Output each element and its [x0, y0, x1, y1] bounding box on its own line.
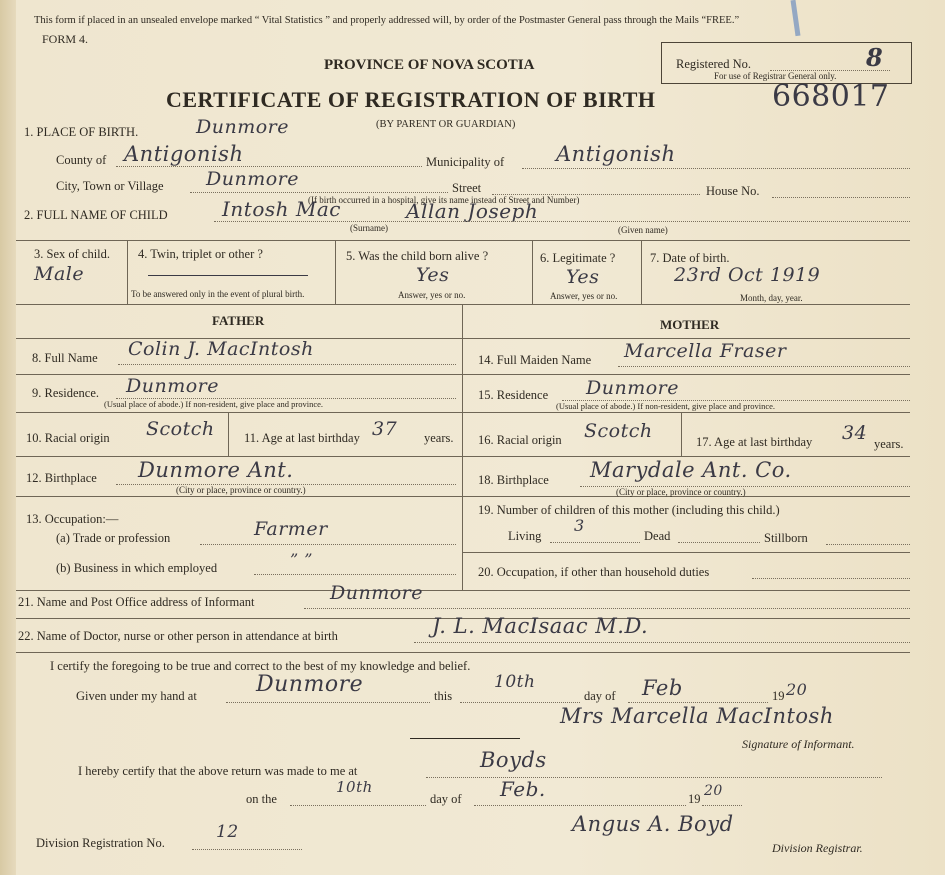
- child-given-value: Allan Joseph: [406, 199, 539, 223]
- legitimate-value: Yes: [566, 266, 600, 288]
- date-of-birth-label: 7. Date of birth.: [650, 251, 730, 265]
- postal-note: This form if placed in an unsealed envelope marked “ Vital Statistics ” and properly addressed will, by order of the Postmaster General pass through the Mails “FREE.”: [34, 15, 740, 26]
- county-label: County of: [56, 153, 107, 167]
- mother-birthplace-label: 18. Birthplace: [478, 473, 549, 487]
- father-heading: FATHER: [212, 313, 265, 328]
- stillborn-label: Stillborn: [764, 531, 808, 545]
- registrar-certify-text: I hereby certify that the above return was made to me at: [78, 764, 358, 778]
- place-of-birth-label: 1. PLACE OF BIRTH.: [24, 125, 139, 139]
- father-years-label: years.: [424, 431, 454, 445]
- mother-age-label: 17. Age at last birthday: [696, 435, 813, 449]
- informant-month-value: Feb: [642, 676, 683, 700]
- registrar-year-prefix: 19: [688, 792, 701, 806]
- certificate-number: 668017: [772, 79, 890, 114]
- certificate-title: CERTIFICATE OF REGISTRATION OF BIRTH: [166, 87, 656, 112]
- father-racial-value: Scotch: [146, 418, 215, 440]
- form-number: FORM 4.: [42, 32, 89, 46]
- registrar-year-value: 20: [704, 783, 723, 799]
- trade-label: (a) Trade or profession: [56, 531, 171, 545]
- registrar-day-value: 10th: [336, 778, 373, 796]
- twin-note: To be answered only in the event of plural birth.: [131, 289, 305, 299]
- street-label: Street: [452, 181, 482, 195]
- surname-caption: (Surname): [350, 223, 388, 233]
- informant-signature-caption: Signature of Informant.: [742, 737, 855, 751]
- mother-occupation-label: 20. Occupation, if other than household duties: [478, 565, 710, 579]
- mother-racial-value: Scotch: [584, 420, 653, 442]
- sex-value: Male: [34, 263, 85, 285]
- father-name-value: Colin J. MacIntosh: [128, 338, 314, 360]
- mother-residence-value: Dunmore: [586, 377, 679, 399]
- doctor-value: J. L. MacIsaac M.D.: [432, 614, 649, 638]
- informant-signature: Mrs Marcella MacIntosh: [560, 704, 834, 728]
- legitimate-note: Answer, yes or no.: [550, 291, 618, 301]
- registered-label: Registered No.: [676, 57, 751, 71]
- registered-number: 8: [866, 43, 884, 72]
- born-alive-note: Answer, yes or no.: [398, 290, 466, 300]
- dead-label: Dead: [644, 529, 671, 543]
- legitimate-label: 6. Legitimate ?: [540, 251, 616, 265]
- informant-year-prefix: 19: [772, 689, 785, 703]
- hospital-note: (If birth occurred in a hospital, give its name instead of Street and Number): [308, 195, 580, 205]
- father-residence-value: Dunmore: [126, 375, 219, 397]
- born-alive-label: 5. Was the child born alive ?: [346, 249, 489, 263]
- registrar-place-value: Boyds: [480, 748, 547, 772]
- father-birthplace-value: Dunmore Ant.: [138, 458, 294, 482]
- father-age-value: 37: [372, 418, 398, 440]
- division-registration-label: Division Registration No.: [36, 836, 165, 850]
- living-label: Living: [508, 529, 542, 543]
- paper-edge: [0, 0, 16, 875]
- municipality-value: Antigonish: [556, 142, 676, 166]
- father-birthplace-note: (City or place, province or country.): [176, 485, 306, 495]
- informant-day-of-label: day of: [584, 689, 616, 703]
- registrar-use-note: For use of Registrar General only.: [714, 71, 837, 81]
- father-age-label: 11. Age at last birthday: [244, 431, 360, 445]
- informant-year-value: 20: [786, 680, 808, 699]
- province-heading: PROVINCE OF NOVA SCOTIA: [324, 57, 535, 73]
- living-value: 3: [574, 516, 585, 535]
- mother-residence-note: (Usual place of abode.) If non-resident, give place and province.: [556, 401, 776, 411]
- registrar-month-value: Feb.: [500, 777, 546, 801]
- city-label: City, Town or Village: [56, 179, 164, 193]
- mother-residence-label: 15. Residence: [478, 388, 549, 402]
- given-under-label: Given under my hand at: [76, 689, 197, 703]
- registrar-day-of-label: day of: [430, 792, 462, 806]
- mother-birthplace-note: (City or place, province or country.): [616, 487, 746, 497]
- mother-age-value: 34: [842, 422, 868, 444]
- father-birthplace-label: 12. Birthplace: [26, 471, 97, 485]
- blue-ink-mark: [791, 0, 801, 36]
- mother-racial-label: 16. Racial origin: [478, 433, 562, 447]
- informant-label: 21. Name and Post Office address of Informant: [18, 595, 255, 609]
- twin-label: 4. Twin, triplet or other ?: [138, 247, 263, 261]
- mother-name-label: 14. Full Maiden Name: [478, 353, 592, 367]
- father-residence-label: 9. Residence.: [32, 386, 99, 400]
- house-no-label: House No.: [706, 184, 760, 198]
- occupation-label: 13. Occupation:—: [26, 512, 119, 526]
- father-racial-label: 10. Racial origin: [26, 431, 110, 445]
- mother-name-value: Marcella Fraser: [624, 340, 787, 362]
- mother-heading: MOTHER: [660, 317, 720, 332]
- city-value: Dunmore: [206, 168, 299, 190]
- given-under-value: Dunmore: [256, 672, 364, 697]
- registrar-signature-caption: Division Registrar.: [772, 841, 863, 855]
- county-value: Antigonish: [124, 142, 244, 166]
- mother-birthplace-value: Marydale Ant. Co.: [590, 458, 792, 482]
- children-count-label: 19. Number of children of this mother (including this child.): [478, 503, 780, 517]
- business-label: (b) Business in which employed: [56, 561, 218, 575]
- informant-day-value: 10th: [494, 672, 536, 692]
- informant-value: Dunmore: [330, 582, 423, 604]
- date-of-birth-note: Month, day, year.: [740, 293, 803, 303]
- child-surname-value: Intosh Mac: [222, 197, 341, 221]
- doctor-label: 22. Name of Doctor, nurse or other person in attendance at birth: [18, 629, 338, 643]
- this-label: this: [434, 689, 453, 703]
- mother-years-label: years.: [874, 437, 904, 451]
- business-value: ” ”: [290, 550, 313, 569]
- informant-certify-text: I certify the foregoing to be true and correct to the best of my knowledge and belief.: [50, 659, 471, 673]
- division-registration-value: 12: [216, 822, 239, 842]
- born-alive-value: Yes: [416, 264, 450, 286]
- trade-value: Farmer: [254, 518, 328, 540]
- given-name-caption: (Given name): [618, 225, 668, 235]
- registrar-on-label: on the: [246, 792, 277, 806]
- father-name-label: 8. Full Name: [32, 351, 98, 365]
- father-residence-note: (Usual place of abode.) If non-resident, give place and province.: [104, 399, 324, 409]
- certificate-subtitle: (BY PARENT OR GUARDIAN): [376, 119, 516, 130]
- registrar-signature: Angus A. Boyd: [572, 812, 734, 836]
- municipality-label: Municipality of: [426, 155, 505, 169]
- child-name-label: 2. FULL NAME OF CHILD: [24, 208, 168, 222]
- place-of-birth-value: Dunmore: [196, 116, 289, 138]
- sex-label: 3. Sex of child.: [34, 247, 111, 261]
- date-of-birth-value: 23rd Oct 1919: [674, 264, 821, 286]
